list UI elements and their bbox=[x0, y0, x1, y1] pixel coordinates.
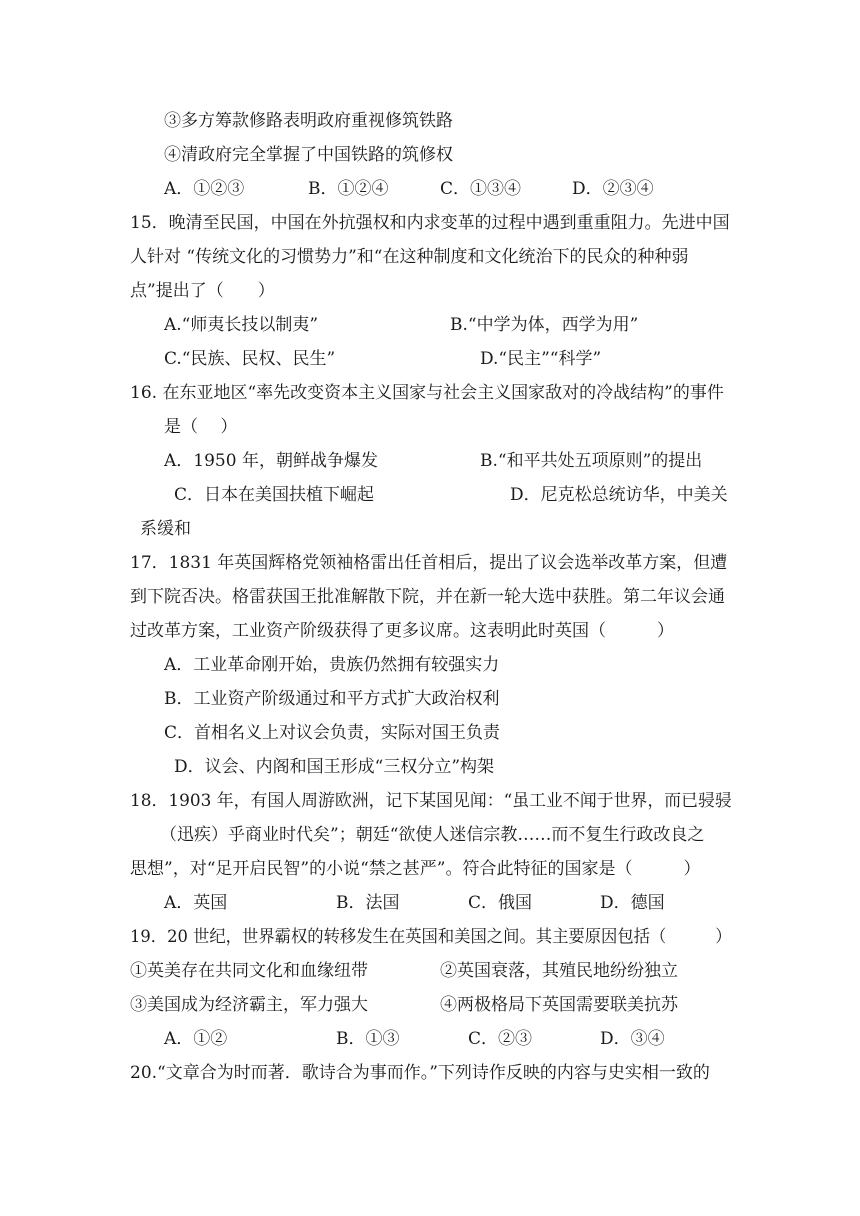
q18-option-c: C．俄国 bbox=[468, 893, 533, 913]
q17-option-d: D．议会、内阁和国王形成“三权分立”构架 bbox=[174, 757, 495, 777]
q19-option-d: D．③④ bbox=[600, 1029, 665, 1049]
q14-option-c: C．①③④ bbox=[440, 179, 522, 199]
q19-item-4: ④两极格局下英国需要联美抗苏 bbox=[440, 995, 678, 1015]
q16-option-a: A．1950 年，朝鲜战争爆发 bbox=[164, 451, 378, 471]
q20-stem-line-1: 20.“文章合为时而著．歌诗合为事而作。”下列诗作反映的内容与史实相一致的 bbox=[130, 1063, 710, 1083]
q19-item-1: ①英美存在共同文化和血缘纽带 bbox=[130, 961, 368, 981]
q18-option-b: B．法国 bbox=[336, 893, 400, 913]
q14-option-b: B．①②④ bbox=[308, 179, 389, 199]
q17-stem-line-3: 过改革方案，工业资产阶级获得了更多议席。这表明此时英国（ ） bbox=[130, 621, 674, 641]
q15-option-d: D.“民主”“科学” bbox=[480, 349, 602, 369]
q16-option-d: D．尼克松总统访华，中美关 bbox=[510, 485, 728, 505]
q18-stem-line-3: 思想”，对“足开启民智”的小说“禁之甚严”。符合此特征的国家是（ ） bbox=[130, 859, 701, 879]
q17-stem-line-2: 到下院否决。格雷获国王批准解散下院，并在新一轮大选中获胜。第二年议会通 bbox=[130, 587, 725, 607]
q18-stem-line-1: 18．1903 年，有国人周游欧洲，记下某国见闻：“虽工业不闻于世界，而已骎骎 bbox=[130, 791, 732, 811]
q14-item-4: ④清政府完全掌握了中国铁路的筑修权 bbox=[164, 145, 453, 165]
q18-option-d: D．德国 bbox=[600, 893, 665, 913]
q19-item-3: ③美国成为经济霸主，军力强大 bbox=[130, 995, 368, 1015]
q14-option-d: D．②③④ bbox=[572, 179, 654, 199]
q19-stem-line-1: 19．20 世纪，世界霸权的转移发生在英国和美国之间。其主要原因包括（ ） bbox=[130, 927, 732, 947]
q16-stem-line-1: 16. 在东亚地区“率先改变资本主义国家与社会主义国家敌对的冷战结构”的事件 bbox=[130, 383, 724, 403]
q16-option-c: C．日本在美国扶植下崛起 bbox=[174, 485, 375, 505]
q16-option-b: B.“和平共处五项原则”的提出 bbox=[480, 451, 703, 471]
q19-option-c: C．②③ bbox=[468, 1029, 533, 1049]
q15-option-c: C.“民族、民权、民生” bbox=[164, 349, 336, 369]
q14-option-a: A．①②③ bbox=[164, 179, 245, 199]
q19-item-2: ②英国衰落，其殖民地纷纷独立 bbox=[440, 961, 678, 981]
q14-item-3: ③多方筹款修路表明政府重视修筑铁路 bbox=[164, 111, 453, 131]
q15-stem-line-3: 点”提出了（ ） bbox=[130, 281, 275, 301]
q17-stem-line-1: 17．1831 年英国辉格党领袖格雷出任首相后，提出了议会选举改革方案，但遭 bbox=[130, 553, 728, 573]
q15-option-b: B.“中学为体，西学为用” bbox=[450, 315, 639, 335]
q15-stem-line-1: 15．晚清至民国，中国在外抗强权和内求变革的过程中遇到重重阻力。先进中国 bbox=[130, 213, 730, 233]
q18-option-a: A．英国 bbox=[164, 893, 228, 913]
q15-option-a: A.“师夷长技以制夷” bbox=[164, 315, 319, 335]
q16-stem-line-2: 是（ ） bbox=[164, 417, 238, 437]
q17-option-c: C．首相名义上对议会负责，实际对国王负责 bbox=[164, 723, 501, 743]
q19-option-b: B．①③ bbox=[336, 1029, 400, 1049]
q17-option-b: B．工业资产阶级通过和平方式扩大政治权利 bbox=[164, 689, 500, 709]
q16-option-d-wrap: 系缓和 bbox=[140, 519, 191, 539]
q18-stem-line-2: （迅疾）乎商业时代矣”；朝廷“欲使人迷信宗教……而不复生行政改良之 bbox=[160, 825, 705, 845]
q19-option-a: A．①② bbox=[164, 1029, 228, 1049]
q17-option-a: A．工业革命刚开始，贵族仍然拥有较强实力 bbox=[164, 655, 500, 675]
q15-stem-line-2: 人针对 “传统文化的习惯势力”和“在这种制度和文化统治下的民众的种种弱 bbox=[130, 247, 689, 267]
